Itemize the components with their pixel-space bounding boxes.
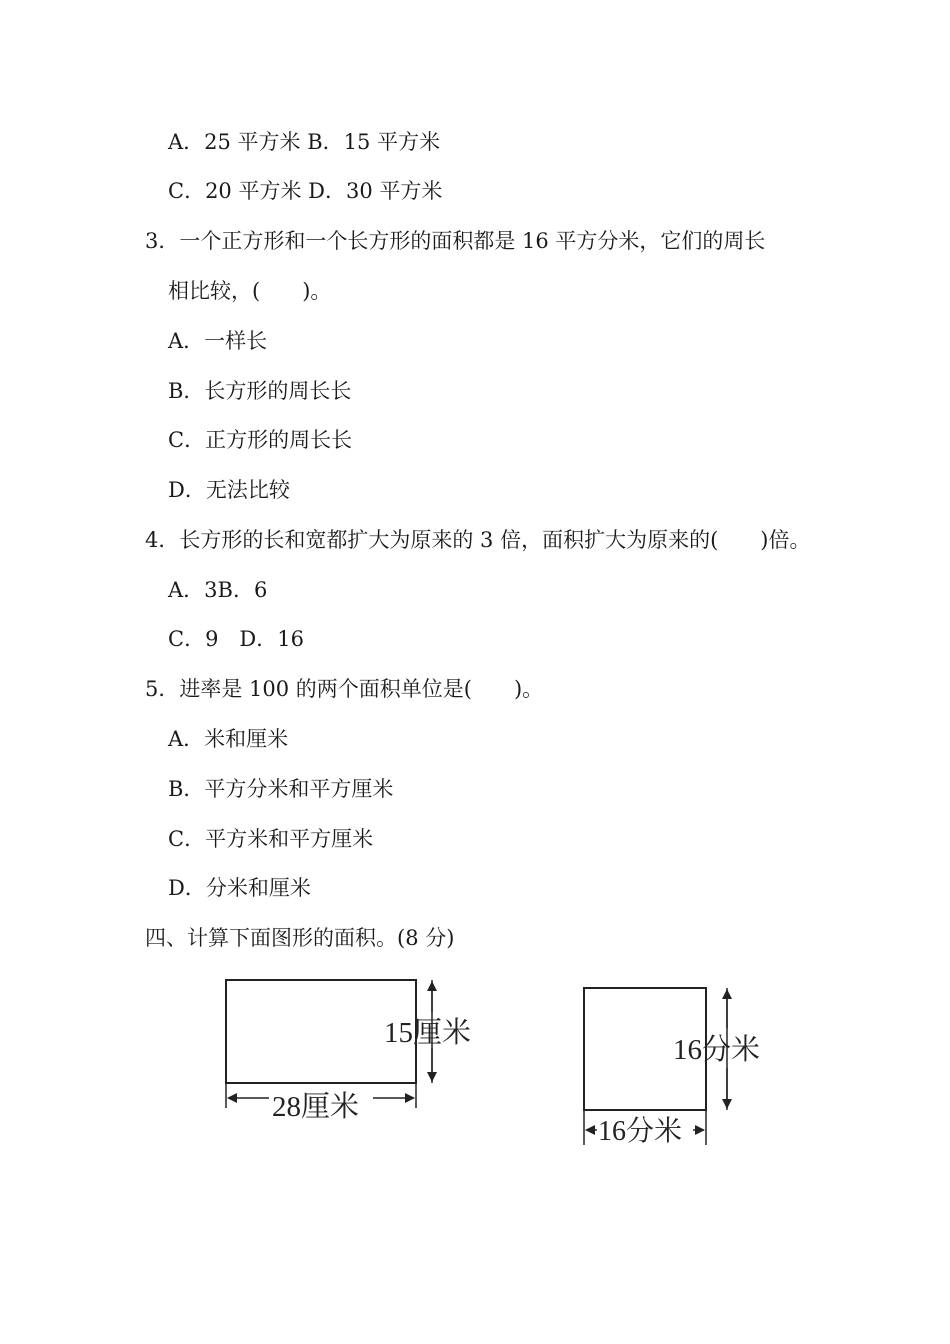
base-width-label: 16分米 — [598, 1116, 683, 1147]
q3-stem-line1: 3．一个正方形和一个长方形的面积都是 16 平方分米，它们的周长 — [145, 229, 766, 253]
q4-option-c-d: C．9 D．16 — [168, 627, 304, 651]
q3-option-b: B．长方形的周长长 — [168, 379, 352, 403]
q3-option-c: C．正方形的周长长 — [168, 428, 353, 452]
q5-option-c: C．平方米和平方厘米 — [168, 827, 374, 851]
section4-title: 四、计算下面图形的面积。(8 分) — [145, 926, 455, 950]
q5-option-b: B．平方分米和平方厘米 — [168, 777, 394, 801]
q4-stem: 4．长方形的长和宽都扩大为原来的 3 倍，面积扩大为原来的( )倍。 — [145, 528, 811, 552]
q3-stem-line2: 相比较，( )。 — [168, 279, 332, 303]
figure-rectangle — [215, 972, 495, 1122]
q5-option-a: A．米和厘米 — [168, 727, 289, 751]
q4-option-a-b: A．3B．6 — [168, 578, 268, 602]
width-label: 28厘米 — [272, 1091, 360, 1122]
q5-stem: 5．进率是 100 的两个面积单位是( )。 — [145, 677, 544, 701]
side-height-label: 16分米 — [673, 1034, 761, 1066]
q3-option-d: D．无法比较 — [168, 478, 290, 502]
height-label: 15厘米 — [384, 1017, 472, 1049]
q2-option-c-d: C．20 平方米 D．30 平方米 — [168, 179, 443, 203]
q3-option-a: A．一样长 — [168, 329, 268, 353]
q5-option-d: D．分米和厘米 — [168, 876, 311, 900]
q2-option-a-b: A．25 平方米 B．15 平方米 — [168, 130, 441, 154]
figure-square — [575, 980, 795, 1155]
